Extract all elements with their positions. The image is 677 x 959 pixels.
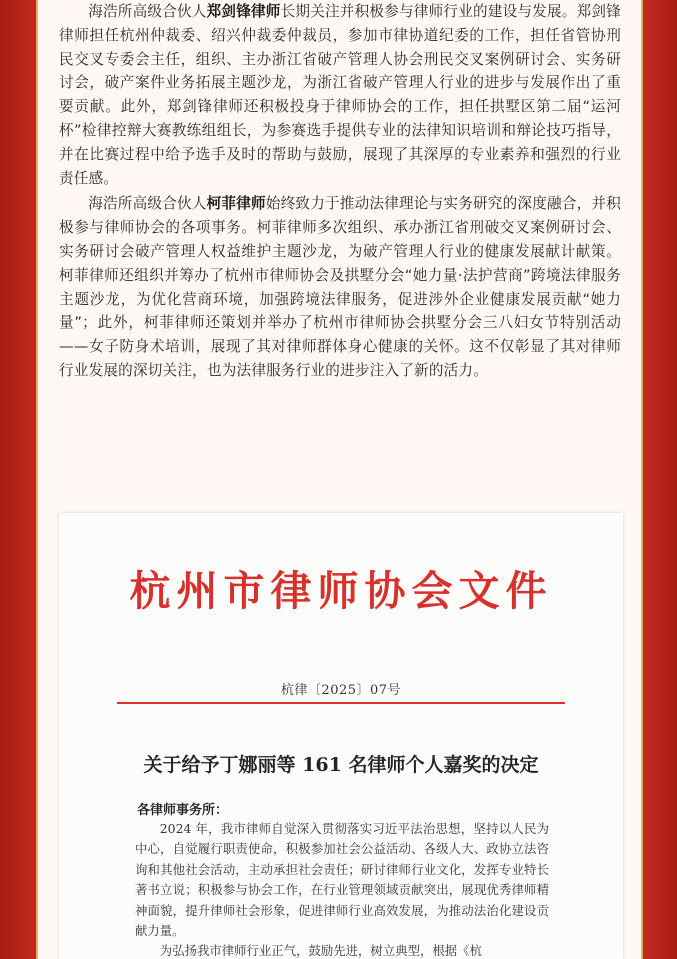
lawyer-name-ke: 柯菲律师 <box>206 195 266 213</box>
lawyer-name-zheng: 郑剑锋律师 <box>206 3 281 20</box>
document-red-rule <box>117 702 565 704</box>
article-text <box>59 0 621 385</box>
document-heading: 关于给予丁娜丽等 161 名律师个人嘉奖的决定 <box>143 754 539 776</box>
right-gold-line <box>641 0 643 959</box>
document-body-paragraph-1: 2024 年，我市律师自觉深入贯彻落实习近平法治思想，坚持以人民为中心，自觉履行职责使命，积极参加社会公益活动、各级人大、政协立法咨询和其他社会活动，主动承担社会责任；研讨律师行业文化，发挥专业特长著书立说；积极参与协会工作，在行业管理领域贡献突出，展现优秀律师精神面貌，提升律师社会形象，促进律师行业高效发展，为推动法治化建设贡献力量。 <box>135 821 549 939</box>
document-number: 杭律〔2025〕07号 <box>280 683 402 698</box>
left-red-border <box>0 0 37 959</box>
document-body-paragraph-2: 为弘扬我市律师行业正气，鼓励先进，树立典型，根据《杭 <box>159 943 482 959</box>
document-title: 杭州市律师协会文件 <box>129 567 553 615</box>
document-body <box>135 819 549 959</box>
paragraph-zheng: 海浩所高级合伙人郑剑锋律师长期关注并积极参与律师行业的建设与发展。郑剑锋律师担任杭州仲裁委、绍兴仲裁委仲裁员，参加市律协道纪委的工作，担任省管协刑民交叉专委会主任，组织、主办浙江省破产管理人协会刑民交叉案例研讨会、实务研讨会，破产案件业务拓展主题沙龙，为浙江省破产管理人行业的进步与发展作出了重要贡献。此外，郑剑锋律师还积极投身于律师协会的工作，担任拱墅区第二届“运河杯”检律控辩大赛教练组组长，为参赛选手提供专业的法律知识培训和辩论技巧指导，并在比赛过程中给予选手及时的帮助与鼓励，展现了其深厚的专业素养和强烈的行业责任感。 <box>59 3 621 187</box>
paragraph-ke: 海浩所高级合伙人柯菲律师始终致力于推动法律理论与实务研究的深度融合，并积极参与律师协会的各项事务。柯菲律师多次组织、承办浙江省刑破交叉案例研讨会、实务研讨会破产管理人权益维护主题沙龙，为破产管理人行业的健康发展献计献策。柯菲律师还组织并筹办了杭州市律师协会及拱墅分会“她力量·法护营商”跨境法律服务主题沙龙，为优化营商环境，加强跨境法律服务，促进涉外企业健康发展贡献“她力量”；此外，柯菲律师还策划并举办了杭州市律师协会拱墅分会三八妇女节特别活动——女子防身术培训，展现了其对律师群体身心健康的关怀。这不仅彰显了其对律师行业发展的深切关注，也为法律服务行业的进步注入了新的活力。 <box>59 195 621 379</box>
document-image <box>59 513 623 959</box>
document-salutation: 各律师事务所： <box>137 803 229 818</box>
article-content <box>38 0 641 959</box>
right-red-border <box>644 0 677 959</box>
